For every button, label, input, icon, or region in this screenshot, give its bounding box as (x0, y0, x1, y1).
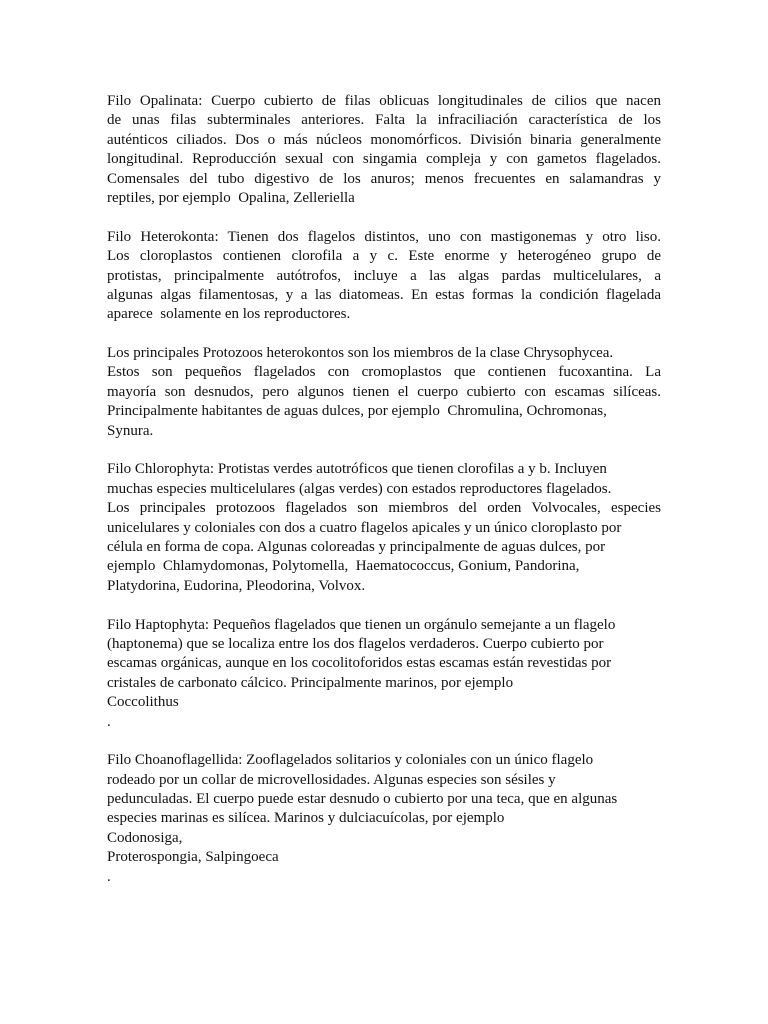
text-line: mayoría son desnudos, pero algunos tienen el cuerpo cubierto con escamas silíceas. (107, 383, 661, 400)
text-line: muchas especies multicelulares (algas verdes) con estados reproductores flagelados. (107, 480, 612, 497)
text-line: de unas filas subterminales anteriores. Falta la infraciliación característica de los (107, 112, 661, 129)
text-line: escamas orgánicas, aunque en los cocolitoforidos estas escamas están revestidas por (107, 655, 612, 672)
paragraph (107, 460, 661, 596)
paragraph (107, 228, 661, 325)
text-line: Filo Choanoflagellida: Zooflagelados solitarios y coloniales con un único flagelo (107, 752, 594, 769)
text-line: Platydorina, Eudorina, Pleodorina, Volvox. (107, 577, 366, 594)
text-line: Synura. (107, 422, 154, 439)
text-line: unicelulares y coloniales con dos a cuatro flagelos apicales y un único cloroplasto por (107, 519, 622, 536)
paragraph (107, 92, 661, 208)
text-line: Codonosiga, (107, 829, 183, 846)
text-line: especies marinas es silícea. Marinos y dulciacuícolas, por ejemplo (107, 810, 505, 827)
text-line: . (107, 713, 111, 730)
text-line: Filo Haptophyta: Pequeños flagelados que tienen un orgánulo semejante a un flagelo (107, 616, 616, 633)
text-line: pedunculadas. El cuerpo puede estar desnudo o cubierto por una teca, que en algunas (107, 791, 618, 808)
text-line: Principalmente habitantes de aguas dulces, por ejemplo Chromulina, Ochromonas, (107, 403, 607, 420)
text-line: aparece solamente en los reproductores. (107, 306, 351, 323)
text-line: protistas, principalmente autótrofos, incluye a las algas pardas multicelulares, a (107, 267, 661, 284)
text-line: Proterospongia, Salpingoeca (107, 849, 279, 866)
text-line: ejemplo Chlamydomonas, Polytomella, Haematococcus, Gonium, Pandorina, (107, 558, 580, 575)
text-line: auténticos ciliados. Dos o más núcleos monomórficos. División binaria generalmente (107, 131, 661, 148)
paragraph (107, 616, 661, 732)
text-line: Los principales protozoos flagelados son miembros del orden Volvocales, especies (107, 500, 661, 517)
text-line: Estos son pequeños flagelados con cromoplastos que contienen fucoxantina. La (107, 364, 661, 381)
paragraph (107, 344, 661, 441)
text-line: Filo Opalinata: Cuerpo cubierto de filas oblicuas longitudinales de cilios que nacen (107, 93, 661, 109)
text-line: algunas algas filamentosas, y a las diatomeas. En estas formas la condición flagelada (107, 286, 661, 303)
paragraph (107, 751, 661, 887)
text-line: célula en forma de copa. Algunas coloreadas y principalmente de aguas dulces, por (107, 538, 606, 555)
text-line: longitudinal. Reproducción sexual con singamia compleja y con gametos flagelados. (107, 151, 661, 168)
text-line: Filo Chlorophyta: Protistas verdes autotróficos que tienen clorofilas a y b. Incluyen (107, 461, 607, 478)
text-line: (haptonema) que se localiza entre los dos flagelos verdaderos. Cuerpo cubierto por (107, 635, 604, 652)
document-body (107, 92, 661, 906)
text-line: Coccolithus (107, 694, 179, 711)
text-line: Los principales Protozoos heterokontos son los miembros de la clase Chrysophycea. (107, 345, 614, 362)
text-line: . (107, 868, 111, 885)
text-line: rodeado por un collar de microvellosidades. Algunas especies son sésiles y (107, 771, 556, 788)
text-line: reptiles, por ejemplo Opalina, Zelleriella (107, 189, 355, 206)
text-line: Los cloroplastos contienen clorofila a y c. Este enorme y heterogéneo grupo de (107, 248, 661, 265)
text-line: Filo Heterokonta: Tienen dos flagelos distintos, uno con mastigonemas y otro liso. (107, 228, 661, 245)
text-line: cristales de carbonato cálcico. Principalmente marinos, por ejemplo (107, 674, 514, 691)
text-line: Comensales del tubo digestivo de los anuros; menos frecuentes en salamandras y (107, 170, 661, 187)
